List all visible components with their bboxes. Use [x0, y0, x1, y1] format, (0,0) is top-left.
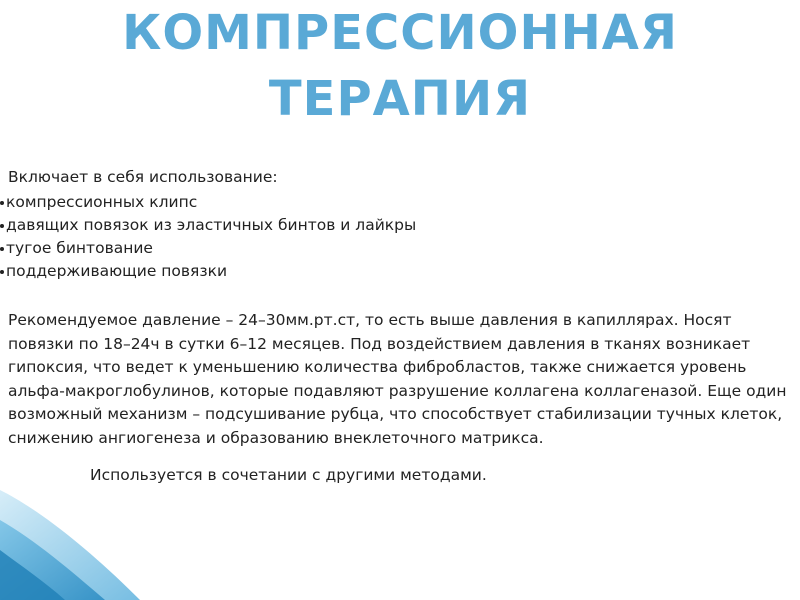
slide-title — [0, 0, 800, 132]
bullet-item: поддерживающие повязки — [0, 260, 795, 283]
slide-body — [0, 166, 795, 487]
bullet-item: тугое бинтование — [0, 237, 795, 260]
title-line-1: КОМПРЕССИОННАЯ — [122, 5, 678, 61]
intro-text: Включает в себя использование: — [8, 168, 278, 186]
closing-text: Используется в сочетании с другими методами. — [90, 466, 487, 484]
description-paragraph: Рекомендуемое давление – 24–30мм.рт.ст, то есть выше давления в капиллярах. Носят повязки по 18–24ч в сутки 6–12 месяцев. Под воздействием давления в тканях возникает гипоксия, что ведет к уменьшению количества фибробластов, также снижается уровень альфа-макроглобулинов, которые подавляют разрушение коллагена коллагеназой. Еще один возможный механизм – подсушивание рубца, что способствует стабилизации тучных клеток, снижению ангиогенеза и образованию внеклеточного матрикса. — [8, 311, 787, 447]
bullet-list — [0, 191, 795, 283]
bullet-item: компрессионных клипс — [0, 191, 795, 214]
corner-wave-decoration — [0, 490, 140, 600]
bullet-item: давящих повязок из эластичных бинтов и лайкры — [0, 214, 795, 237]
title-line-2: ТЕРАПИЯ — [268, 71, 532, 127]
